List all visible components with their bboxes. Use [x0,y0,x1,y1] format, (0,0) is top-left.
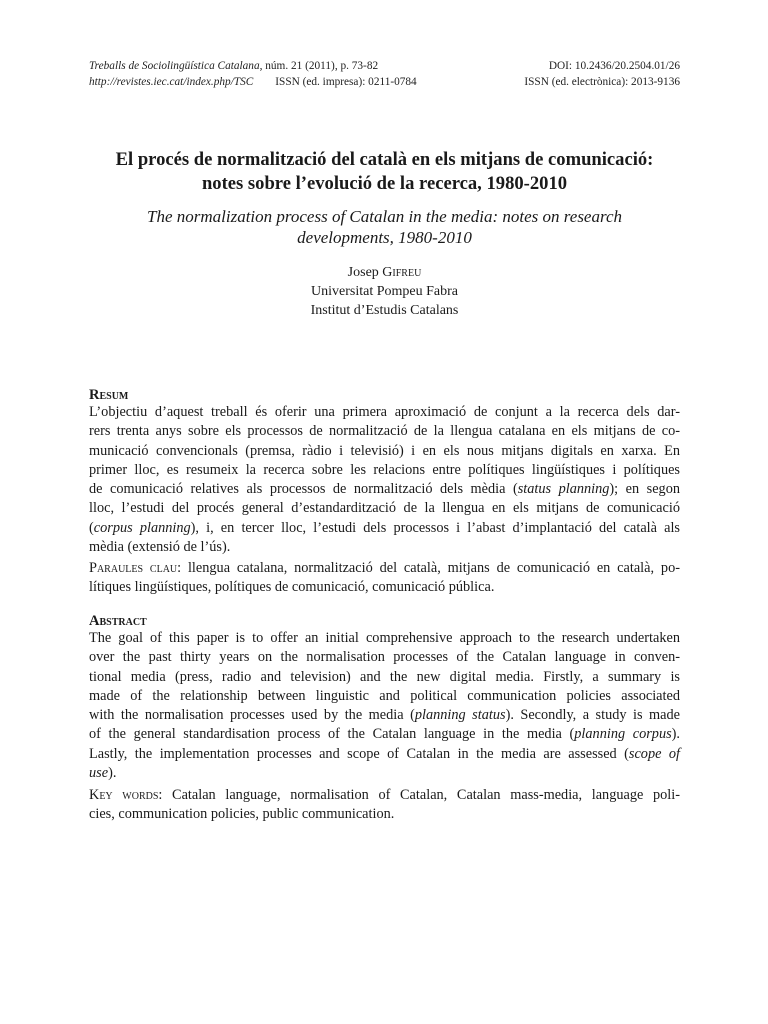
article-title [89,148,680,196]
subtitle-line-2: developments, 1980-2010 [297,228,472,247]
abstract-line [89,706,680,725]
key-words [89,786,680,825]
abstract-italic-run: scope of [628,745,680,762]
abstract-italic-run: planning corpus [574,726,672,743]
keywords-line: cies, communication policies, public communication. [89,806,395,823]
resum-section [89,387,680,557]
author-block [89,263,680,320]
resum-italic-run: corpus planning [93,519,191,536]
abstract-text-run: with the normalisation processes used by the media ( [89,707,415,724]
resum-line: L’objectiu d’aquest treball és oferir una primera aproximació de conjunt a la recerca dels dar- [89,404,680,420]
author-affiliation-2: Institut d’Estudis Catalans [310,303,459,318]
title-line-1: El procés de normalització del català en els mitjans de comunicació: [115,149,654,170]
resum-italic-run: status planning [517,481,610,498]
journal-issue: núm. 21 (2011), p. 73-82 [262,60,379,72]
abstract-italic-run: planning status [414,707,506,724]
issn-electronic: ISSN (ed. electrònica): 2013-9136 [524,76,680,88]
journal-header [89,58,680,90]
keywords-line [89,786,680,805]
resum-line: rers trenta anys sobre els processos de normalització de la llengua catalana en els mitjans de co- [89,423,680,440]
keywords-text: : Catalan language, normalisation of Catalan, Catalan mass-media, language poli- [158,787,680,803]
article-subtitle [89,206,680,248]
issn-print: ISSN (ed. impresa): 0211-0784 [275,76,417,88]
paraules-clau [89,559,680,598]
resum-line [89,519,680,538]
paraules-line [89,559,680,578]
abstract-text-run: ). [108,765,117,782]
abstract-line [89,725,680,744]
resum-line [89,480,680,499]
header-row-2 [89,74,680,90]
title-line-2: notes sobre l’evolució de la recerca, 1980-2010 [201,173,568,194]
abstract-line [89,764,680,783]
resum-text-run: ( [89,519,94,536]
resum-text [89,403,680,557]
abstract-line: made of the relationship between linguistic and political communication policies associated [89,687,680,704]
journal-url[interactable]: http://revistes.iec.cat/index.php/TSC [89,76,254,88]
resum-text-run: ); en segon [609,481,680,498]
abstract-line: tional media (press, radio and television) and the new digital media. Firstly, a summary is [89,668,680,685]
paraules-text: : llengua catalana, normalització del català, mitjans de comunicació en català, po- [177,560,680,576]
journal-name: Treballs de Sociolingüística Catalana, [89,60,263,72]
abstract-text [89,629,680,783]
abstract-section [89,613,680,783]
abstract-line: over the past thirty years on the normalisation processes of the Catalan language in conven- [89,649,680,666]
paraules-line: lítiques lingüístiques, polítiques de comunicació, comunicació pública. [89,579,495,596]
abstract-text-run: Lastly, the implementation processes and scope of Catalan in the media are assessed ( [89,745,629,762]
paraules-label: Paraules clau [89,560,178,576]
journal-citation [89,58,378,74]
abstract-text-run: of the general standardisation process of the Catalan language in the media ( [89,726,575,743]
abstract-italic-run: use [89,765,109,782]
resum-heading: Resum [89,387,129,403]
author-name [89,263,680,282]
abstract-text-run: ). [671,726,681,743]
doi[interactable]: DOI: 10.2436/20.2504.01/26 [548,60,680,72]
author-given-name: Josep [347,265,383,280]
abstract-line: The goal of this paper is to offer an initial comprehensive approach to the research undertaken [89,630,680,646]
resum-line: primer lloc, es resumeix la recerca sobre les relacions entre polítiques lingüístiques i polítiques [89,461,680,478]
header-row-1 [89,58,680,74]
abstract-line [89,745,680,764]
resum-line: municació convencionals (premsa, ràdio i televisió) i en els nous mitjans digitals en xarxa. En [89,442,680,459]
resum-text-run: de comunicació relatives als processos de normalització dels mèdia ( [89,481,518,498]
keywords-label: Key words [89,787,159,803]
resum-text-run: ), i, en tercer lloc, l’estudi dels processos i l’abast d’implantació del català als [190,519,680,536]
abstract-heading: Abstract [89,613,147,629]
author-affiliation-1: Universitat Pompeu Fabra [311,284,458,299]
abstract-text-run: ). Secondly, a study is made [505,707,681,724]
resum-line: lloc, l’estudi del procés general d’estandardització de la llengua en els mitjans de comunicació [89,500,680,517]
resum-line: mèdia (extensió de l’ús). [89,539,231,556]
author-family-name: Gifreu [382,265,422,280]
subtitle-line-1: The normalization process of Catalan in the media: notes on research [146,207,623,226]
